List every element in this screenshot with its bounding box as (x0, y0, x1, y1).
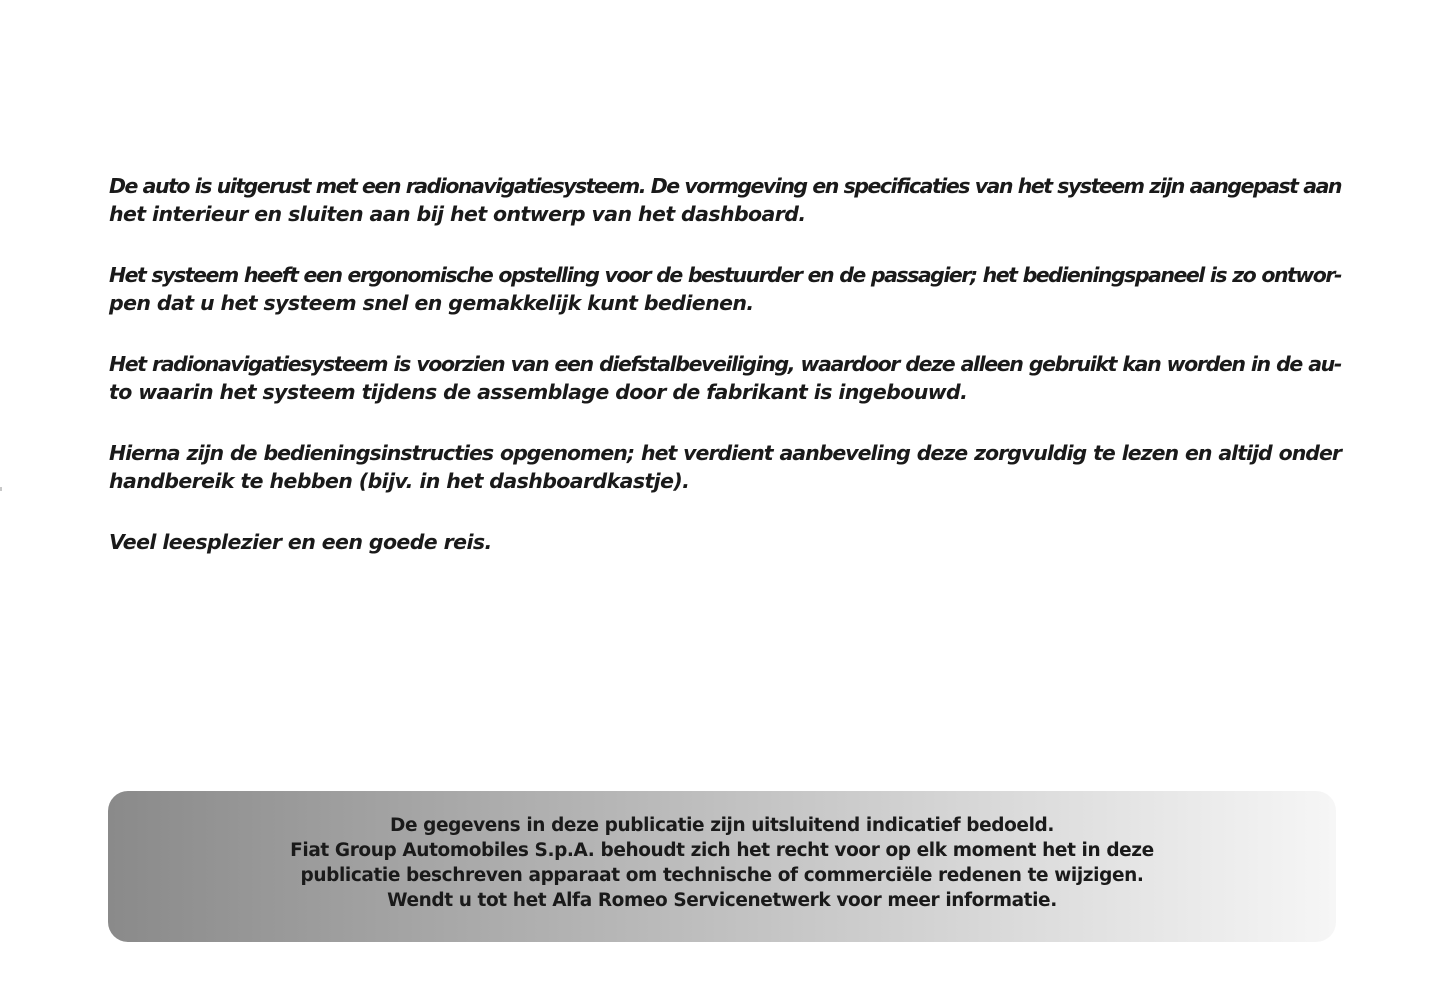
paragraph-line: to waarin het systeem tijdens de assemblage door de fabrikant is ingebouwd. (109, 380, 968, 404)
paragraph-line: het interieur en sluiten aan bij het ontwerp van het dashboard. (109, 202, 806, 226)
disclaimer-box (108, 791, 1336, 942)
page-edge-mark (0, 487, 2, 491)
intro-text (109, 172, 1341, 589)
disclaimer-line: publicatie beschreven apparaat om technische of commerciële redenen te wijzigen. (300, 865, 1144, 886)
disclaimer-line: Wendt u tot het Alfa Romeo Servicenetwerk voor meer informatie. (387, 890, 1057, 911)
paragraph-line: Hierna zijn de bedieningsinstructies opgenomen; het verdient aanbeveling deze zorgvuldig te lezen en altijd onder (109, 441, 1341, 465)
intro-paragraph (109, 528, 1341, 556)
paragraph-line: De auto is uitgerust met een radionavigatiesysteem. De vormgeving en specificaties van het systeem zijn aangepast aan (109, 174, 1341, 198)
intro-paragraph (109, 261, 1341, 317)
paragraph-line: Veel leesplezier en een goede reis. (109, 530, 492, 554)
paragraph-line: pen dat u het systeem snel en gemakkelijk kunt bedienen. (109, 291, 754, 315)
intro-paragraph (109, 172, 1341, 228)
disclaimer-line: De gegevens in deze publicatie zijn uitsluitend indicatief bedoeld. (389, 815, 1054, 836)
intro-paragraph (109, 350, 1341, 406)
paragraph-line: Het radionavigatiesysteem is voorzien van een diefstalbeveiliging, waardoor deze alleen gebruikt kan worden in de au- (109, 352, 1341, 376)
paragraph-line: handbereik te hebben (bijv. in het dashboardkastje). (109, 469, 690, 493)
disclaimer-line: Fiat Group Automobiles S.p.A. behoudt zich het recht voor op elk moment het in deze (290, 840, 1154, 861)
intro-paragraph (109, 439, 1341, 495)
paragraph-line: Het systeem heeft een ergonomische opstelling voor de bestuurder en de passagier; het bedieningspaneel is zo ontwor- (109, 263, 1341, 287)
